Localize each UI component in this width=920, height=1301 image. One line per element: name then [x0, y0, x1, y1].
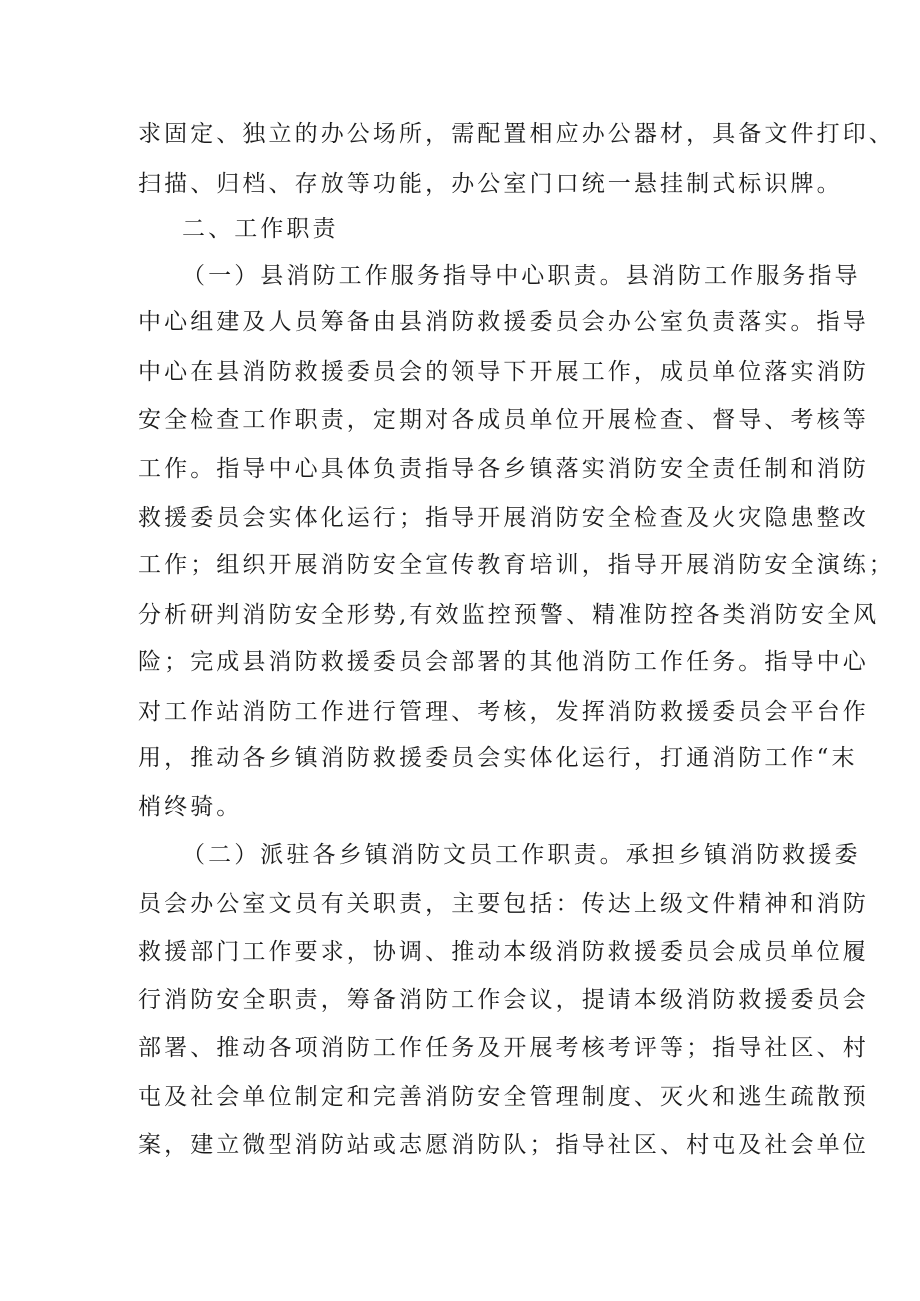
- body-text-line: 扫描、归档、存放等功能，办公室门口统一悬挂制式标识牌。: [138, 171, 843, 197]
- body-text-line: 救援部门工作要求，协调、推动本级消防救援委员会成员单位履: [138, 939, 869, 965]
- body-text-line: 险；完成县消防救援委员会部署的其他消防工作任务。指导中心: [138, 649, 869, 675]
- body-text-line: 对工作站消防工作进行管理、考核，发挥消防救援委员会平台作: [138, 699, 869, 725]
- body-text-line: 梢终骑。: [138, 794, 243, 820]
- body-text-line: 救援委员会实体化运行；指导开展消防安全检查及火灾隐患整改: [138, 505, 869, 531]
- body-text-line: 行消防安全职责，筹备消防工作会议，提请本级消防救援委员会: [138, 987, 869, 1013]
- body-text-line: 中心在县消防救援委员会的领导下开展工作，成员单位落实消防: [138, 359, 869, 385]
- paragraph-start-line: （一）县消防工作服务指导中心职责。县消防工作服务指导: [182, 263, 861, 289]
- body-text-line: 中心组建及人员筹备由县消防救援委员会办公室负责落实。指导: [138, 309, 869, 335]
- section-heading: 二、工作职责: [182, 216, 339, 242]
- body-text-line: 分析研判消防安全形势,有效监控预警、精准防控各类消防安全风: [138, 602, 880, 628]
- body-text-line: 工作；组织开展消防安全宣传教育培训，指导开展消防安全演练；: [138, 552, 895, 578]
- body-text-line: 求固定、独立的办公场所，需配置相应办公器材，具备文件打印、: [138, 121, 895, 147]
- body-text-line: 工作。指导中心具体负责指导各乡镇落实消防安全责任制和消防: [138, 456, 869, 482]
- body-text-line: 员会办公室文员有关职责，主要包括：传达上级文件精神和消防: [138, 891, 869, 917]
- body-text-line: 屯及社会单位制定和完善消防安全管理制度、灭火和逃生疏散预: [138, 1084, 869, 1110]
- body-text-line: 部署、推动各项消防工作任务及开展考核考评等；指导社区、村: [138, 1035, 869, 1061]
- body-text-line: 案，建立微型消防站或志愿消防队；指导社区、村屯及社会单位: [138, 1132, 869, 1158]
- body-text-line: 用，推动各乡镇消防救援委员会实体化运行，打通消防工作“末: [138, 745, 858, 771]
- paragraph-start-line: （二）派驻各乡镇消防文员工作职责。承担乡镇消防救援委: [182, 842, 861, 868]
- body-text-line: 安全检查工作职责，定期对各成员单位开展检查、督导、考核等: [138, 407, 869, 433]
